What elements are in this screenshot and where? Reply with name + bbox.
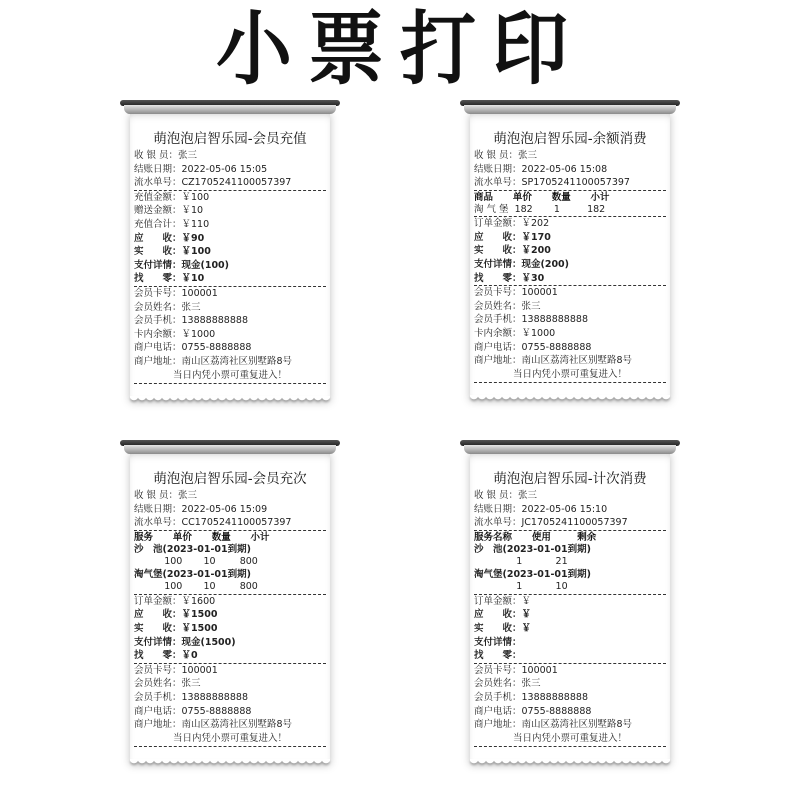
receipt-header-line: 收 银 员：张三 (474, 150, 538, 161)
member-info-line: 卡内余额：￥1000 (134, 328, 216, 340)
amount-line: 实 收：￥ (474, 622, 532, 634)
member-info-line: 会员手机：13888888888 (474, 314, 588, 326)
member-info-line: 会员手机：13888888888 (134, 315, 248, 327)
receipt-footer-note: 当日内凭小票可重复进入！ (172, 732, 287, 744)
items-table-row: 淘气堡(2023-01-01到期) (134, 568, 251, 580)
amount-line: 支付详情： (474, 636, 522, 648)
amount-line: 找 零：￥10 (134, 273, 205, 285)
receipt-paper (470, 110, 670, 397)
receipt-footer-note: 当日内凭小票可重复进入！ (512, 732, 627, 744)
member-info-line: 会员卡号：100001 (474, 664, 558, 676)
printer-slot (460, 100, 680, 114)
amount-line: 支付详情：现金(1500) (134, 636, 236, 648)
amount-line: 找 零： (474, 650, 522, 662)
printer-slot (120, 440, 340, 454)
items-table-row: 淘气堡(2023-01-01到期) (474, 568, 591, 580)
receipt-title: 萌泡泡启智乐园-会员充值 (153, 131, 307, 147)
member-info-line: 会员卡号：100001 (134, 664, 218, 676)
receipt-paper (130, 110, 330, 398)
receipt-footer-note: 当日内凭小票可重复进入！ (172, 369, 287, 381)
amount-line: 找 零：￥30 (474, 272, 545, 284)
receipt-header-line: 收 银 员：张三 (134, 490, 198, 501)
receipt-header-line: 结账日期：2022-05-06 15:08 (474, 163, 608, 175)
receipt-paper (130, 450, 330, 761)
amount-line: 实 收：￥200 (474, 245, 551, 257)
printer-slot (120, 100, 340, 114)
member-info-line: 会员姓名：张三 (134, 301, 201, 313)
amount-line: 找 零：￥0 (134, 650, 198, 662)
member-info-line: 会员姓名：张三 (474, 678, 541, 690)
dashed-divider (134, 746, 326, 747)
member-info-line: 商户地址：南山区荔湾社区别墅路8号 (474, 355, 633, 367)
amount-line: 订单金额：￥ (474, 595, 532, 607)
amount-line: 应 收：￥170 (474, 231, 551, 243)
receipt-header-line: 结账日期：2022-05-06 15:09 (134, 503, 268, 515)
printer-slot-lip (124, 105, 336, 114)
items-table-row: 淘 气 堡 182 1 182 (474, 203, 606, 215)
items-table-row: 100 10 800 (134, 581, 258, 593)
receipt-title: 萌泡泡启智乐园-会员充次 (153, 471, 307, 487)
member-info-line: 会员手机：13888888888 (134, 691, 248, 703)
printer-slot-lip (464, 445, 676, 454)
dashed-divider (474, 746, 666, 747)
receipt-header-line: 收 银 员：张三 (474, 490, 538, 501)
receipt-title: 萌泡泡启智乐园-计次消费 (493, 471, 647, 487)
printer-slot-lip (124, 445, 336, 454)
receipt-header-line: 流水单号：SP1705241100057397 (474, 177, 630, 189)
amount-line: 应 收：￥1500 (134, 609, 218, 621)
items-table-row: 100 10 800 (134, 556, 258, 568)
member-info-line: 卡内余额：￥1000 (474, 328, 556, 340)
receipt-paper (470, 450, 670, 761)
amount-line: 充值金额：￥100 (134, 191, 210, 203)
receipt-header-line: 收 银 员：张三 (134, 150, 198, 161)
member-info-line: 商户地址：南山区荔湾社区别墅路8号 (134, 719, 293, 731)
amount-line: 赠送金额：￥10 (134, 205, 204, 217)
amount-line: 订单金额：￥202 (474, 218, 550, 230)
amount-line: 订单金额：￥1600 (134, 595, 216, 607)
receipt-header-line: 流水单号：CC1705241100057397 (134, 517, 292, 529)
member-info-line: 商户电话：0755-8888888 (474, 341, 592, 353)
member-info-line: 会员姓名：张三 (474, 300, 541, 312)
member-info-line: 商户地址：南山区荔湾社区别墅路8号 (134, 355, 293, 367)
items-table-header: 服务名称 使用 剩余 (474, 531, 597, 543)
amount-line: 充值合计：￥110 (134, 218, 210, 230)
page-title: 小票打印 (216, 1, 584, 96)
member-info-line: 商户电话：0755-8888888 (134, 342, 252, 354)
amount-line: 应 收：￥90 (134, 232, 205, 244)
receipt-footer-note: 当日内凭小票可重复进入！ (512, 368, 627, 380)
amount-line: 支付详情：现金(100) (134, 259, 230, 271)
member-info-line: 会员手机：13888888888 (474, 691, 588, 703)
receipt-title: 萌泡泡启智乐园-余额消费 (493, 131, 647, 147)
member-info-line: 商户电话：0755-8888888 (474, 705, 592, 717)
receipt-header-line: 结账日期：2022-05-06 15:05 (134, 163, 268, 175)
member-info-line: 商户电话：0755-8888888 (134, 705, 252, 717)
member-info-line: 会员卡号：100001 (134, 287, 218, 299)
amount-line: 实 收：￥100 (134, 246, 211, 258)
amount-line: 支付详情：现金(200) (474, 259, 570, 271)
items-table-row: 沙 池(2023-01-01到期) (134, 543, 251, 555)
dashed-divider (134, 383, 326, 384)
items-table-row: 1 21 (474, 556, 568, 568)
items-table-row: 1 10 (474, 581, 568, 593)
amount-line: 实 收：￥1500 (134, 622, 218, 634)
member-info-line: 会员卡号：100001 (474, 287, 558, 299)
receipt-header-line: 流水单号：CZ1705241100057397 (134, 177, 292, 189)
receipt-header-line: 流水单号：JC1705241100057397 (474, 517, 628, 529)
items-table-row: 沙 池(2023-01-01到期) (474, 543, 591, 555)
member-info-line: 会员姓名：张三 (134, 678, 201, 690)
dashed-divider (474, 382, 666, 383)
items-table-header: 服务 单价 数量 小计 (134, 531, 270, 543)
items-table-header: 商品 单价 数量 小计 (474, 191, 610, 203)
printer-slot (460, 440, 680, 454)
member-info-line: 商户地址：南山区荔湾社区别墅路8号 (474, 719, 633, 731)
receipt-header-line: 结账日期：2022-05-06 15:10 (474, 503, 608, 515)
amount-line: 应 收：￥ (474, 609, 532, 621)
printer-slot-lip (464, 105, 676, 114)
